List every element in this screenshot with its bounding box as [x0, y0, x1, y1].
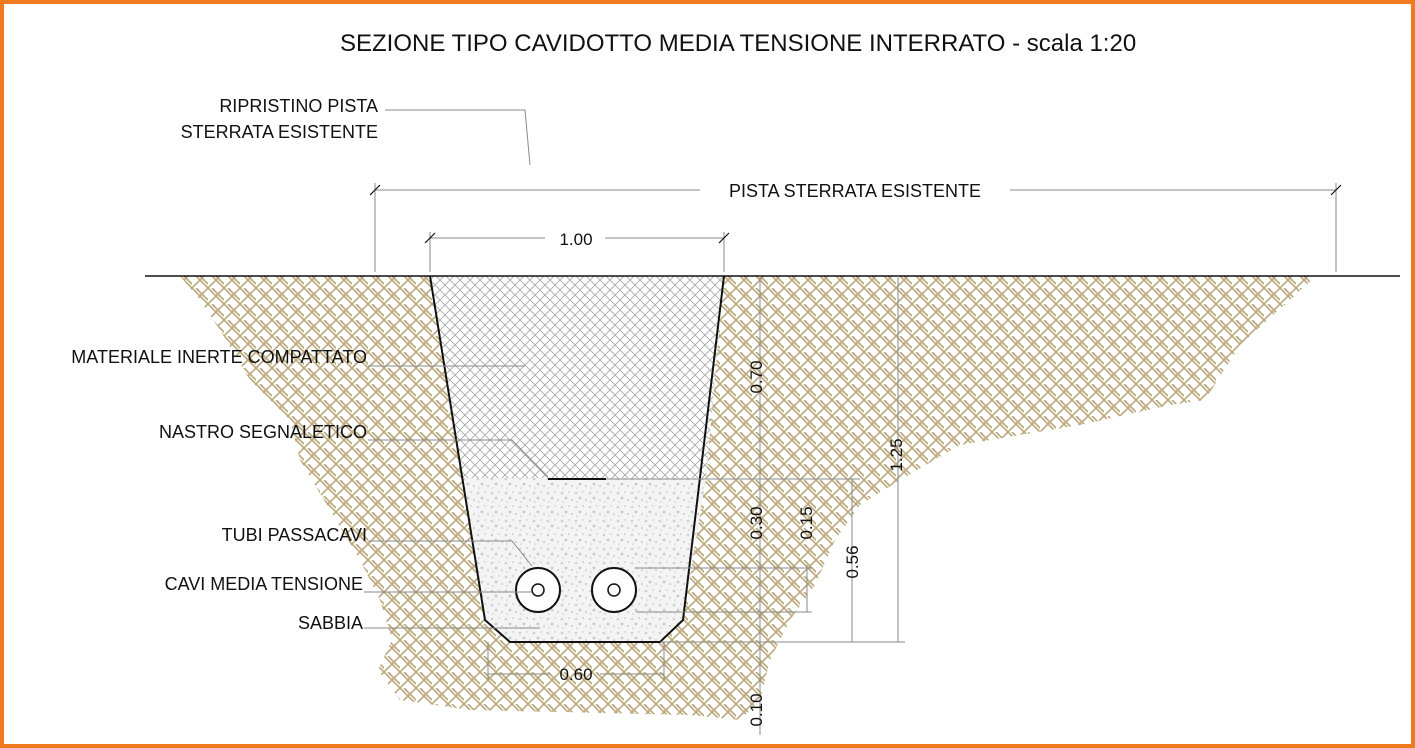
- restore-label-line2: STERRATA ESISTENTE: [180, 122, 378, 142]
- road-label: PISTA STERRATA ESISTENTE: [728, 181, 982, 201]
- cables-label: CAVI MEDIA TENSIONE: [164, 574, 363, 594]
- sand-zone: [463, 478, 706, 642]
- sand-upper-value: 0.30: [747, 506, 766, 540]
- sand-label: SABBIA: [297, 613, 363, 633]
- restore-leader: [385, 110, 530, 165]
- inert-fill-hatch: [430, 276, 724, 478]
- pipe-right: [592, 568, 636, 612]
- sand-depth-value: 0.56: [843, 545, 862, 579]
- bedding-value: 0.10: [747, 693, 766, 727]
- fill-depth-value: 0.70: [747, 360, 766, 394]
- restore-label-line1: RIPRISTINO PISTA: [219, 96, 378, 116]
- bottom-width-value: 0.60: [559, 665, 593, 684]
- drawing-title: SEZIONE TIPO CAVIDOTTO MEDIA TENSIONE INTERRATO - scala 1:20: [340, 30, 1137, 57]
- tape-label: NASTRO SEGNALETICO: [158, 422, 367, 442]
- inert-label: MATERIALE INERTE COMPATTATO: [71, 347, 367, 367]
- pipe-cover-value: 0.15: [797, 506, 816, 540]
- top-width-value: 1.00: [559, 230, 593, 249]
- pipe-left: [516, 568, 560, 612]
- pipes-label: TUBI PASSACAVI: [221, 525, 367, 545]
- total-depth-value: 1.25: [887, 438, 906, 472]
- cable-left: [532, 584, 544, 596]
- cable-right: [608, 584, 620, 596]
- soil-area: [180, 276, 1316, 720]
